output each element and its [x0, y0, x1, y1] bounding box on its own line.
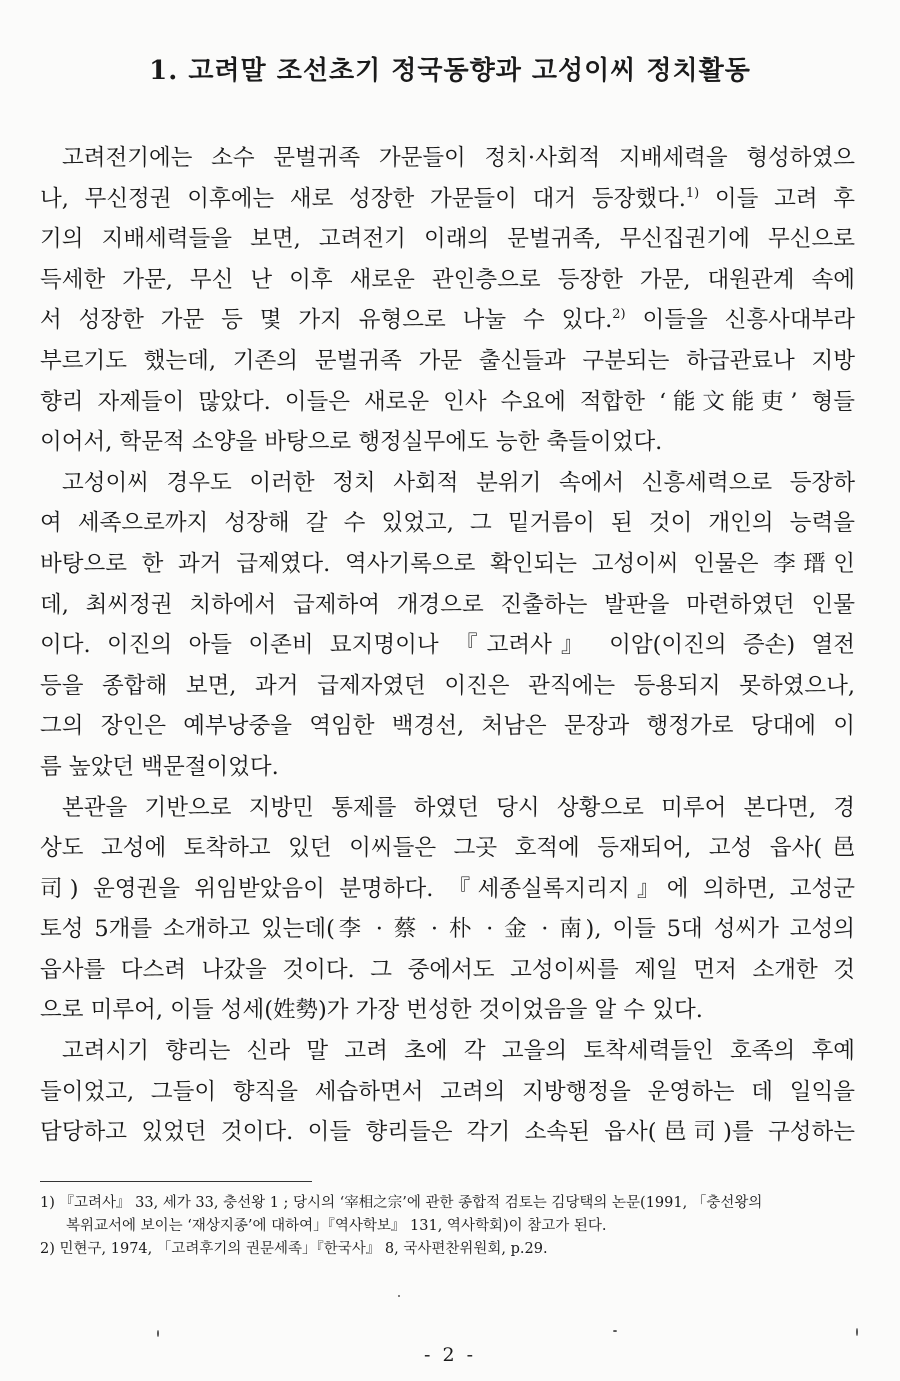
text-line: 름 높았던 백문절이었다. — [40, 753, 279, 780]
page-number: - 2 - — [423, 1344, 476, 1366]
text-line: 기의 지배세력들을 보면, 고려전기 이래의 문벌귀족, 무신집권기에 무신으로 — [40, 226, 855, 253]
text-line: 그의 장인은 예부낭중을 역임한 백경선, 처남은 문장과 행정가로 당대에 이 — [40, 713, 855, 740]
scan-speck — [613, 1330, 617, 1332]
text-line: 향리 자제들이 많았다. 이들은 새로운 인사 수요에 적합한 ‘能文能吏’ 형들 — [40, 388, 855, 415]
footnote-1: 1) 『고려사』 33, 세가 33, 충선왕 1 ; 당시의 ‘宰相之宗’에 관한 종합적 검토는 김당택의 논문(1991, 「충선왕의 복위교서에 보이는 ‘재상지종’에 대하여」『역사학보』 131, 역사학회)이 참고가 된다. — [40, 1195, 763, 1234]
text-line: 읍사를 다스려 나갔을 것이다. 그 중에서도 고성이씨를 제일 먼저 소개한 것 — [40, 956, 855, 983]
scan-speck — [398, 1295, 400, 1297]
paragraph-3 — [40, 788, 855, 1032]
text-line: 으로 미루어, 이들 성세(姓勢)가 가장 번성한 것이었음을 알 수 있다. — [40, 997, 703, 1024]
text-line: 서 성장한 가문 등 몇 가지 유형으로 나눌 수 있다.$^{2)}$ 이들을 신흥사대부라 — [40, 307, 855, 334]
text-line: 고성이씨 경우도 이러한 정치 사회적 분위기 속에서 신흥세력으로 등장하 — [62, 469, 855, 496]
footnote-divider — [40, 1181, 312, 1182]
text-line: 득세한 가문, 무신 난 이후 새로운 관인층으로 등장한 가문, 대원관계 속에 — [40, 266, 855, 293]
text-line: 상도 고성에 토착하고 있던 이씨들은 그곳 호적에 등재되어, 고성 읍사(邑 — [40, 835, 855, 862]
paragraph-2 — [40, 463, 855, 788]
text-line: 이다. 이진의 아들 이존비 묘지명이나 『고려사』 이암(이진의 증손) 열전 — [40, 632, 855, 659]
footnote-marker: 1) — [40, 1195, 55, 1211]
paragraph-4 — [40, 1031, 855, 1153]
footnotes — [40, 1192, 855, 1261]
text-line: 토성 5개를 소개하고 있는데(李 · 蔡 · 朴 · 金 · 南), 이들 5대 성씨가 고성의 — [40, 916, 855, 943]
text-line: 등을 종합해 보면, 과거 급제자였던 이진은 관직에는 등용되지 못하였으나, — [40, 672, 855, 699]
text-line: 본관을 기반으로 지방민 통제를 하였던 당시 상황으로 미루어 본다면, 경 — [62, 794, 855, 821]
text-line: 여 세족으로까지 성장해 갈 수 있었고, 그 밑거름이 된 것이 개인의 능력을 — [40, 510, 855, 537]
text-line: 고려시기 향리는 신라 말 고려 초에 각 고을의 토착세력들인 호족의 후예 — [62, 1038, 855, 1065]
paragraph-1 — [40, 138, 855, 463]
text-line: 이어서, 학문적 소양을 바탕으로 행정실무에도 능한 축들이었다. — [40, 429, 663, 456]
text-line: 들이었고, 그들이 향직을 세습하면서 고려의 지방행정을 운영하는 데 일익을 — [40, 1078, 855, 1105]
body-text — [40, 138, 855, 1153]
footnote-marker: 2) — [40, 1241, 55, 1257]
footnote-ref-1[interactable]: 1) — [685, 185, 700, 201]
footnote-ref-2[interactable]: 2) — [612, 307, 626, 323]
text-line: 담당하고 있었던 것이다. 이들 향리들은 각기 소속된 읍사(邑司)를 구성하는 — [40, 1119, 855, 1146]
text-line: 고려전기에는 소수 문벌귀족 가문들이 정치·사회적 지배세력을 형성하였으 — [62, 145, 855, 171]
footnote-2: 2) 민현구, 1974, 「고려후기의 권문세족」『한국사』 8, 국사편찬위원회, p.29. — [40, 1241, 548, 1257]
text-line: 부르기도 했는데, 기존의 문벌귀족 가문 출신들과 구분되는 하급관료나 지방 — [40, 347, 855, 374]
text-line: 나, 무신정권 이후에는 새로 성장한 가문들이 대거 등장했다.$^{1)}$ 이들 고려 후 — [40, 185, 855, 212]
text-line: 司) 운영권을 위임받았음이 분명하다. 『세종실록지리지』에 의하면, 고성군 — [40, 875, 855, 902]
section-title: 1. 고려말 조선초기 정국동향과 고성이씨 정치활동 — [149, 56, 751, 86]
text-line: 데, 최씨정권 치하에서 급제하여 개경으로 진출하는 발판을 마련하였던 인물 — [40, 591, 855, 618]
text-line: 바탕으로 한 과거 급제였다. 역사기록으로 확인되는 고성이씨 인물은 李瑨인 — [40, 550, 855, 577]
scan-speck — [856, 1328, 858, 1336]
scan-speck — [157, 1330, 159, 1337]
